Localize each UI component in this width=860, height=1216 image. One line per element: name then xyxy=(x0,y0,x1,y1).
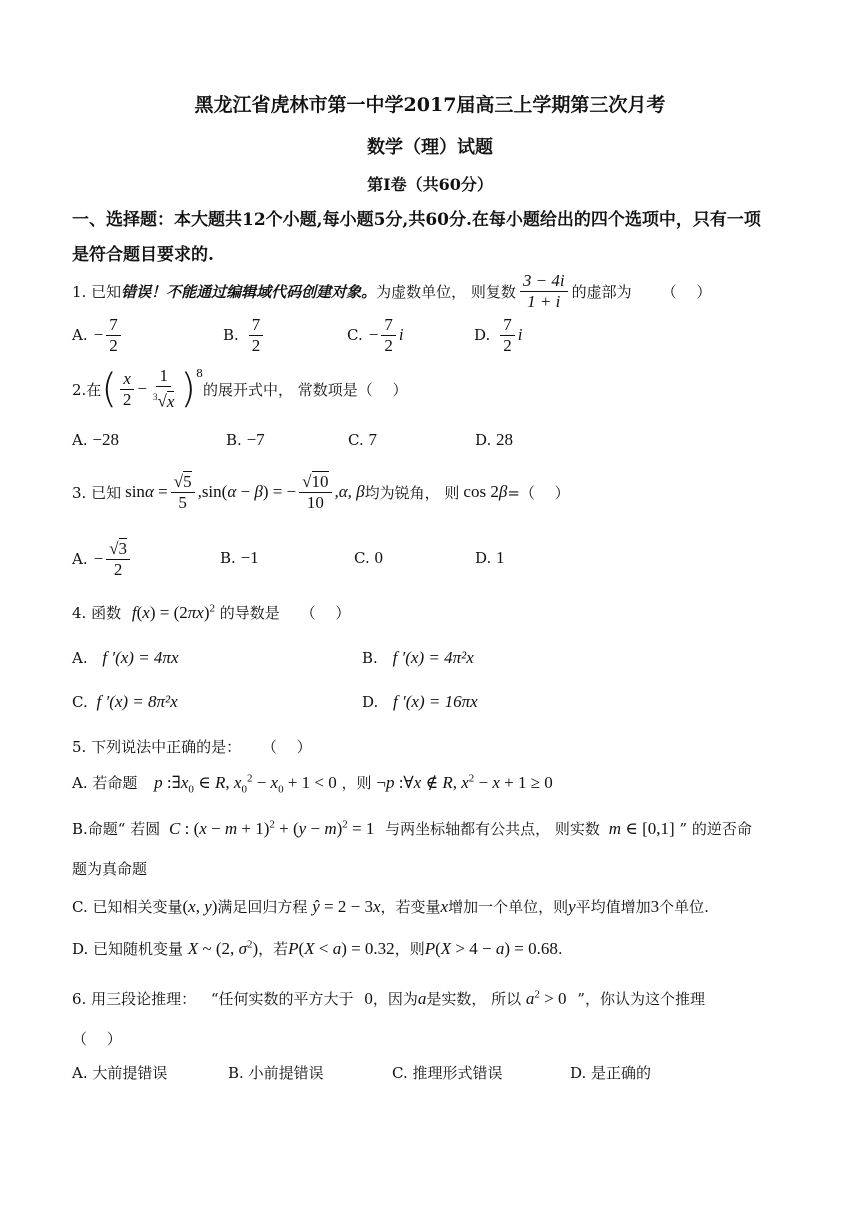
option-label: D. xyxy=(474,326,491,344)
option-label: B. xyxy=(226,431,242,449)
question-5 xyxy=(72,736,312,757)
frac-num: 7 xyxy=(381,315,396,336)
question-1 xyxy=(72,268,711,314)
option-label: C. xyxy=(72,693,88,711)
option-label: A. xyxy=(72,326,88,344)
q6-stem: 6. 用三段论推理： xyxy=(72,990,197,1008)
q5-c-mid2: ，若变量 xyxy=(380,898,441,916)
volume-heading: 第Ⅰ卷（共60分） xyxy=(367,175,493,194)
option-expr: f ′(x) = 16πx xyxy=(393,692,478,711)
q3-frac-sqrt5: $\frac{√5}{5}$ xyxy=(171,472,195,513)
option-expr: f ′(x) = 4π²x xyxy=(392,648,474,667)
q5-paren: （ ） xyxy=(261,738,312,756)
question-3: 3. 已知 sin α = $\frac{√5}{5}$ ,sin(α − β) = − $\frac{√10}{10}$ ,α, β 均为锐角， 则 cos 2β =（ ） xyxy=(72,471,570,512)
option-label: A. xyxy=(72,550,88,568)
option-value: −28 xyxy=(92,430,119,449)
q5-c-suffix: 个单位. xyxy=(659,898,709,916)
option-sign: − xyxy=(368,325,379,344)
q5-stem: 5. 下列说法中正确的是： xyxy=(72,738,242,756)
page-title: 黑龙江省虎林市第一中学2017届高三上学期第三次月考 xyxy=(194,94,666,116)
q2-option-d[interactable] xyxy=(475,430,513,450)
q2-frac-root: $\frac{1}{^3√x}$ xyxy=(153,366,175,411)
q6-mid: ，因为 xyxy=(372,990,418,1008)
q4-suffix: 的导数是 xyxy=(219,604,280,622)
q1-option-c[interactable] xyxy=(347,312,404,358)
q2-prefix: 2.在 xyxy=(72,380,102,399)
q3-option-b[interactable] xyxy=(220,548,259,568)
q2-option-b[interactable] xyxy=(226,430,265,450)
q3-sin-alpha: sin xyxy=(125,482,145,501)
q1-prefix: 1. 已知 xyxy=(72,282,122,301)
q6-zero: 0 xyxy=(364,989,373,1008)
q6-option-c[interactable] xyxy=(392,1062,503,1083)
option-label: C. xyxy=(354,549,370,567)
frac-den: 2 xyxy=(109,335,118,355)
option-tail: i xyxy=(398,325,404,344)
frac-den: 2 xyxy=(503,335,512,355)
q5-d-prefix: D. 已知随机变量 xyxy=(72,940,184,958)
q4-option-d[interactable] xyxy=(362,692,478,712)
option-label: B. xyxy=(220,549,236,567)
option-expr: f ′(x) = 4πx xyxy=(102,648,179,667)
q5-d-mid1: ，若 xyxy=(258,940,289,958)
section-heading-line2: 是符合题目要求的. xyxy=(72,245,214,265)
option-value: −7 xyxy=(246,430,265,449)
q3-vars: ,α, β xyxy=(334,482,365,501)
question-2 xyxy=(72,364,408,414)
q5-option-d[interactable]: D. 已知随机变量 X ~ (2, $\sigma^2$)，若P(X < a) = 0.32，则P(X > 4 − a) = 0.68. xyxy=(72,938,563,958)
option-fraction xyxy=(106,315,121,356)
option-sign: − xyxy=(93,325,104,344)
q5-option-c[interactable]: C. 已知相关变量(x, y)满足回归方程 ŷ = 2 − 3x，若变量x增加一个单位，则y平均值增加3个单位. xyxy=(72,897,709,916)
q2-frac-x: $\frac{x}{2}$ xyxy=(120,369,135,410)
q4-prefix: 4. 函数 xyxy=(72,604,122,622)
q2-suffix: 的展开式中， 常数项是（ ） xyxy=(203,380,408,399)
q5-d-end: . xyxy=(557,940,563,958)
option-value: 1 xyxy=(496,548,505,567)
frac-den: 2 xyxy=(384,335,393,355)
q5-a-prefix: A. 若命题 xyxy=(72,774,138,792)
option-value: 28 xyxy=(496,430,514,449)
option-label: B. xyxy=(362,649,378,667)
option-value: −1 xyxy=(240,548,259,567)
q3-sin-diff: ,sin(α − β) = − xyxy=(197,482,297,501)
q5-c-mid1: 满足回归方程 xyxy=(217,898,308,916)
option-fraction xyxy=(249,315,264,356)
option-value: 7 xyxy=(368,430,377,449)
q1-fraction xyxy=(520,271,568,312)
q2-option-a[interactable] xyxy=(72,430,119,450)
option-value: 0 xyxy=(374,548,383,567)
q1-mid: 为虚数单位， 则复数 xyxy=(376,282,516,301)
q4-option-c[interactable] xyxy=(72,692,178,712)
q5-a-mid: ，则 xyxy=(341,774,372,792)
option-label: C. xyxy=(347,326,363,344)
q5-c-prefix: C. 已知相关变量 xyxy=(72,898,183,916)
q5-d-mid2: ，则 xyxy=(394,940,425,958)
option-label: D. xyxy=(362,693,379,711)
q1-denominator: 1 + i xyxy=(527,291,561,311)
q3-prefix: 3. 已知 xyxy=(72,483,122,502)
option-text: 是正确的 xyxy=(591,1064,652,1082)
option-expr: f ′(x) = 8π²x xyxy=(96,692,178,711)
option-label: A. xyxy=(72,1064,88,1082)
q6-option-d[interactable] xyxy=(570,1062,651,1083)
q5-option-b[interactable]: B.命题“ 若圆 C : $(x - m + 1)^2 + (y - m)^2 = 1$ 与两坐标轴都有公共点， 则实数 m ∈ [0,1] ” 的逆否命 xyxy=(72,818,752,838)
q3-frac-sqrt10: $\frac{√10}{10}$ xyxy=(299,472,331,513)
q6-quote-pre: “任何实数的平方大于 xyxy=(210,990,354,1008)
q6-quote-end: ”，你认为这个推理 xyxy=(577,990,705,1008)
q2-option-c[interactable] xyxy=(348,430,377,450)
q3-option-c[interactable] xyxy=(354,548,383,568)
question-6: 6. 用三段论推理： “任何实数的平方大于 0，因为a是实数， 所以 $a^2 > 0$ ”，你认为这个推理 xyxy=(72,988,705,1008)
option-fraction xyxy=(381,315,396,356)
q5-b-mid: 与两坐标轴都有公共点， 则实数 xyxy=(385,820,600,838)
q3-tail: =（ ） xyxy=(507,483,570,502)
option-label: A. xyxy=(72,649,88,667)
q3-cos2beta: cos 2β xyxy=(463,482,508,501)
question-4: 4. 函数 $f(x) = (2\pi x)^2$ 的导数是 （ ） xyxy=(72,602,351,622)
q1-option-b[interactable] xyxy=(223,312,266,358)
option-label: C. xyxy=(348,431,364,449)
q5-c-mid4: 平均值增加 xyxy=(575,898,651,916)
option-label: C. xyxy=(392,1064,408,1082)
q1-paren: （ ） xyxy=(661,282,712,301)
option-tail: i xyxy=(517,325,523,344)
q6-paren: （ ） xyxy=(72,1030,122,1048)
q5-c-num: 3 xyxy=(650,897,660,916)
option-label: B. xyxy=(223,326,239,344)
q6-option-b[interactable] xyxy=(228,1062,324,1083)
q3-suffix: 均为锐角， 则 xyxy=(364,483,460,502)
q1-option-d[interactable] xyxy=(474,312,523,358)
q4-paren: （ ） xyxy=(300,604,351,622)
right-paren: ) xyxy=(180,366,197,412)
q5-b-prefix: B.命题“ 若圆 xyxy=(72,820,161,838)
q1-error-text: 错误！不能通过编辑域代码创建对象。 xyxy=(121,282,377,301)
option-text: 小前提错误 xyxy=(248,1064,324,1082)
q2-exponent: 8 xyxy=(196,366,204,380)
option-label: D. xyxy=(475,431,492,449)
option-label: D. xyxy=(570,1064,587,1082)
q1-suffix: 的虚部为 xyxy=(571,282,632,301)
option-text: 大前提错误 xyxy=(92,1064,168,1082)
frac-num: 7 xyxy=(249,315,264,336)
frac-num: 7 xyxy=(106,315,121,336)
q4-option-b[interactable] xyxy=(362,648,474,668)
frac-den: 2 xyxy=(251,335,261,355)
option-fraction: $\frac{√3}{2}$ xyxy=(106,539,130,580)
q5-c-mid3: 增加一个单位，则 xyxy=(448,898,569,916)
q1-option-a[interactable] xyxy=(72,312,124,358)
section-heading-line1: 一、选择题：本大题共12个小题,每小题5分,共60分.在每小题给出的四个选项中，只有一项 xyxy=(72,210,761,230)
q6-mid2: 是实数， 所以 xyxy=(426,990,522,1008)
q5-option-b-line2: 题为真命题 xyxy=(72,860,148,878)
option-text: 推理形式错误 xyxy=(412,1064,503,1082)
option-label: B. xyxy=(228,1064,244,1082)
q4-option-a[interactable] xyxy=(72,648,178,668)
q3-option-d[interactable] xyxy=(475,548,505,568)
frac-num: 7 xyxy=(500,315,515,336)
option-label: D. xyxy=(475,549,492,567)
q1-numerator: 3 − 4i xyxy=(520,271,568,292)
q5-option-a[interactable]: A. 若命题 p $:\exists x_0$ ∈ R, $x_0^2 - x_0 + 1 < 0$ ，则 ¬p :∀x ∉ R, $x^2 - x + 1 \ge 0$ xyxy=(72,772,553,796)
option-fraction xyxy=(500,315,515,356)
q6-option-a[interactable] xyxy=(72,1062,167,1083)
page-subtitle: 数学（理）试题 xyxy=(367,137,493,158)
option-label: A. xyxy=(72,431,88,449)
q3-option-a[interactable]: A. − $\frac{√3}{2}$ xyxy=(72,534,133,584)
minus-sign: − xyxy=(137,379,148,398)
left-paren: ( xyxy=(101,366,117,412)
q5-b-suffix: ” 的逆否命 xyxy=(679,820,752,838)
